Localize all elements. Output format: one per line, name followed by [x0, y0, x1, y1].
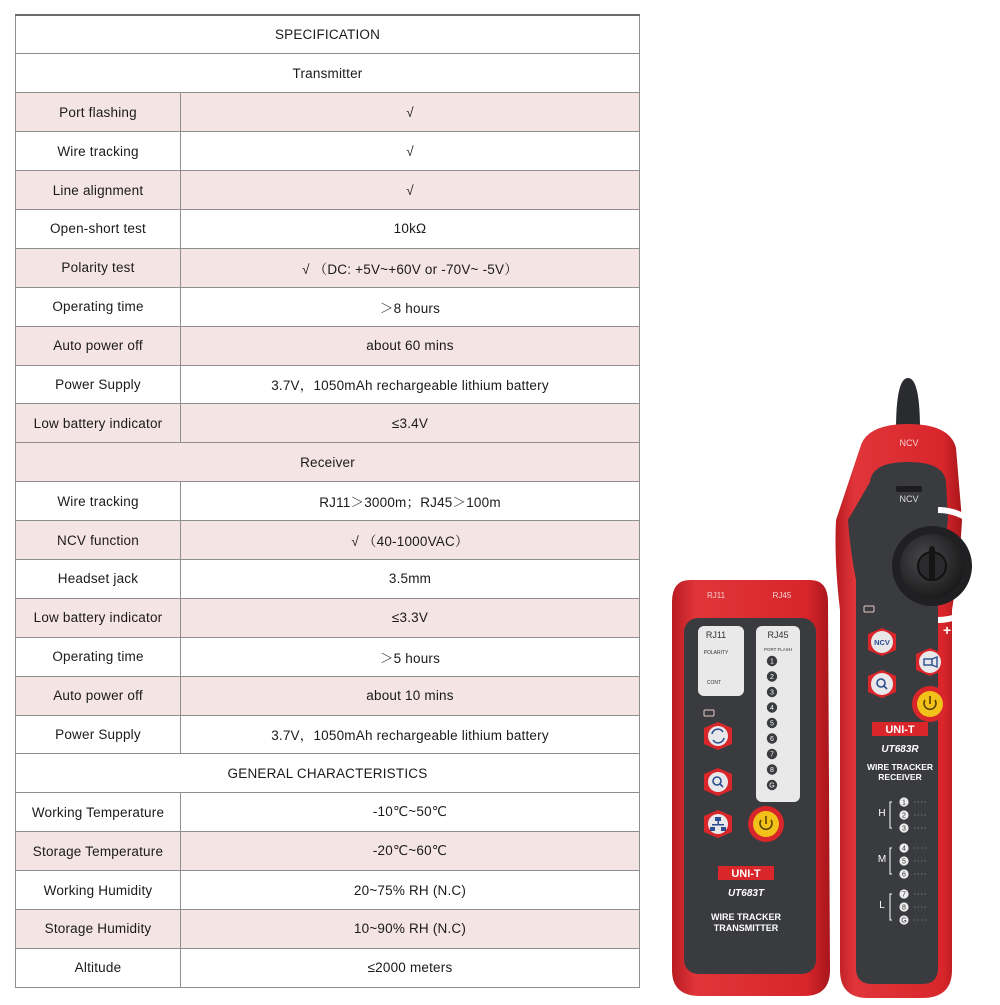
section-heading: Receiver — [16, 443, 640, 482]
led-label: 4 — [770, 705, 774, 713]
table-row — [16, 171, 640, 210]
transmitter-led-list — [767, 656, 777, 790]
specification-table — [15, 14, 640, 988]
row-value: ≤3.3V — [181, 598, 640, 637]
table-row — [16, 715, 640, 754]
led-label: 7 — [770, 751, 774, 759]
table-row — [16, 909, 640, 948]
row-label: Low battery indicator — [16, 598, 181, 637]
row-label: Polarity test — [16, 248, 181, 287]
row-value: RJ11＞3000m；RJ45＞100m — [181, 482, 640, 521]
row-label: Wire tracking — [16, 132, 181, 171]
receiver-brand: UNI-T — [885, 724, 915, 736]
table-row — [16, 287, 640, 326]
receiver-tip-label: NCV — [899, 438, 919, 448]
polarity-label: POLARITY — [703, 650, 729, 656]
receiver-led-label: 4 — [902, 845, 906, 853]
row-label: Auto power off — [16, 676, 181, 715]
port-flash-label: PORT FLASH — [763, 647, 793, 652]
transmitter-port-rj11: RJ11 — [706, 591, 726, 600]
receiver-device — [836, 378, 994, 998]
spec-table-body — [16, 15, 640, 987]
section-heading-row — [16, 754, 640, 793]
receiver-search-button[interactable] — [868, 670, 896, 698]
row-label: Open-short test — [16, 209, 181, 248]
led-group-letter: M — [877, 854, 887, 865]
table-row — [16, 637, 640, 676]
led-label: G — [769, 782, 775, 790]
table-row — [16, 559, 640, 598]
row-label: Storage Temperature — [16, 832, 181, 871]
section-heading-row — [16, 54, 640, 93]
table-title: SPECIFICATION — [16, 15, 640, 54]
table-row — [16, 326, 640, 365]
table-row — [16, 793, 640, 832]
transmitter-brand: UNI-T — [731, 868, 761, 880]
row-value: ＞5 hours — [181, 637, 640, 676]
table-row — [16, 598, 640, 637]
cont-label: CONT — [706, 680, 722, 686]
knob-plus-label: + — [943, 622, 952, 638]
led-label: 5 — [770, 720, 774, 728]
row-value: about 10 mins — [181, 676, 640, 715]
ncv-button[interactable] — [868, 628, 896, 656]
rj45-window-label: RJ45 — [767, 630, 789, 640]
receiver-power-button[interactable] — [912, 686, 948, 722]
ncv-button-label: NCV — [874, 638, 890, 647]
row-label: Headset jack — [16, 559, 181, 598]
knob-minus-label: − — [946, 503, 955, 519]
row-value: ≤2000 meters — [181, 948, 640, 987]
row-label: Auto power off — [16, 326, 181, 365]
row-value: ≤3.4V — [181, 404, 640, 443]
row-label: Altitude — [16, 948, 181, 987]
search-button[interactable] — [704, 768, 732, 796]
network-button[interactable] — [704, 810, 732, 838]
flashlight-button[interactable] — [916, 648, 944, 676]
receiver-led-label: 1 — [902, 799, 906, 807]
led-group-letter: H — [878, 808, 886, 819]
row-value: 10~90% RH (N.C) — [181, 909, 640, 948]
table-row — [16, 482, 640, 521]
row-value: √ — [181, 132, 640, 171]
rj11-window-label: RJ11 — [705, 630, 727, 640]
table-row — [16, 209, 640, 248]
row-value: -20℃~60℃ — [181, 832, 640, 871]
table-title-row — [16, 15, 640, 54]
row-label: Low battery indicator — [16, 404, 181, 443]
led-label: 6 — [770, 736, 774, 744]
table-row — [16, 365, 640, 404]
receiver-led-label: G — [901, 917, 907, 925]
row-value: 3.7V，1050mAh rechargeable lithium battery — [181, 715, 640, 754]
device-illustration — [660, 370, 1000, 1000]
row-label: Working Humidity — [16, 871, 181, 910]
receiver-led-label: 5 — [902, 858, 906, 866]
row-value: 3.7V，1050mAh rechargeable lithium battery — [181, 365, 640, 404]
table-row — [16, 521, 640, 560]
table-row — [16, 248, 640, 287]
row-value: √ — [181, 93, 640, 132]
row-label: Port flashing — [16, 93, 181, 132]
receiver-led-label: 7 — [902, 891, 906, 899]
row-value: √ （DC: +5V~+60V or -70V~ -5V） — [181, 248, 640, 287]
table-row — [16, 676, 640, 715]
receiver-led-label: 3 — [902, 825, 906, 833]
row-value: ＞8 hours — [181, 287, 640, 326]
row-label: NCV function — [16, 521, 181, 560]
transmitter-model: UT683T — [727, 888, 765, 899]
receiver-model: UT683R — [881, 744, 919, 755]
receiver-led-label: 6 — [902, 871, 906, 879]
table-row — [16, 404, 640, 443]
led-label: 1 — [770, 658, 774, 666]
receiver-led-label: 8 — [902, 904, 906, 912]
row-label: Operating time — [16, 287, 181, 326]
row-value: √ （40-1000VAC） — [181, 521, 640, 560]
row-value: 20~75% RH (N.C) — [181, 871, 640, 910]
receiver-antenna — [896, 378, 920, 430]
section-heading-row — [16, 443, 640, 482]
row-value: 10kΩ — [181, 209, 640, 248]
receiver-name-line1: WIRE TRACKER — [866, 762, 934, 772]
transmitter-device — [672, 580, 830, 996]
row-label: Power Supply — [16, 715, 181, 754]
row-label: Wire tracking — [16, 482, 181, 521]
transmitter-name-line2: TRANSMITTER — [713, 923, 779, 933]
receiver-name-line2: RECEIVER — [878, 772, 922, 782]
ncv-window — [896, 486, 922, 492]
table-row — [16, 93, 640, 132]
devices-svg — [660, 370, 1000, 1000]
row-label: Operating time — [16, 637, 181, 676]
table-row — [16, 948, 640, 987]
rj45-window — [756, 626, 800, 802]
row-value: -10℃~50℃ — [181, 793, 640, 832]
section-heading: Transmitter — [16, 54, 640, 93]
row-label: Storage Humidity — [16, 909, 181, 948]
table-row — [16, 871, 640, 910]
row-value: 3.5mm — [181, 559, 640, 598]
transmitter-port-rj45: RJ45 — [772, 591, 792, 600]
transmitter-power-button[interactable] — [748, 806, 784, 842]
row-label: Line alignment — [16, 171, 181, 210]
table-row — [16, 832, 640, 871]
receiver-led-label: 2 — [902, 812, 906, 820]
led-label: 8 — [770, 767, 774, 775]
scan-button[interactable] — [704, 722, 732, 750]
row-value: about 60 mins — [181, 326, 640, 365]
section-heading: GENERAL CHARACTERISTICS — [16, 754, 640, 793]
led-group-letter: L — [879, 900, 885, 911]
led-label: 2 — [770, 674, 774, 682]
row-label: Power Supply — [16, 365, 181, 404]
row-label: Working Temperature — [16, 793, 181, 832]
table-row — [16, 132, 640, 171]
led-label: 3 — [770, 689, 774, 697]
row-value: √ — [181, 171, 640, 210]
ncv-window-label: NCV — [899, 494, 919, 504]
transmitter-name-line1: WIRE TRACKER — [711, 912, 781, 922]
